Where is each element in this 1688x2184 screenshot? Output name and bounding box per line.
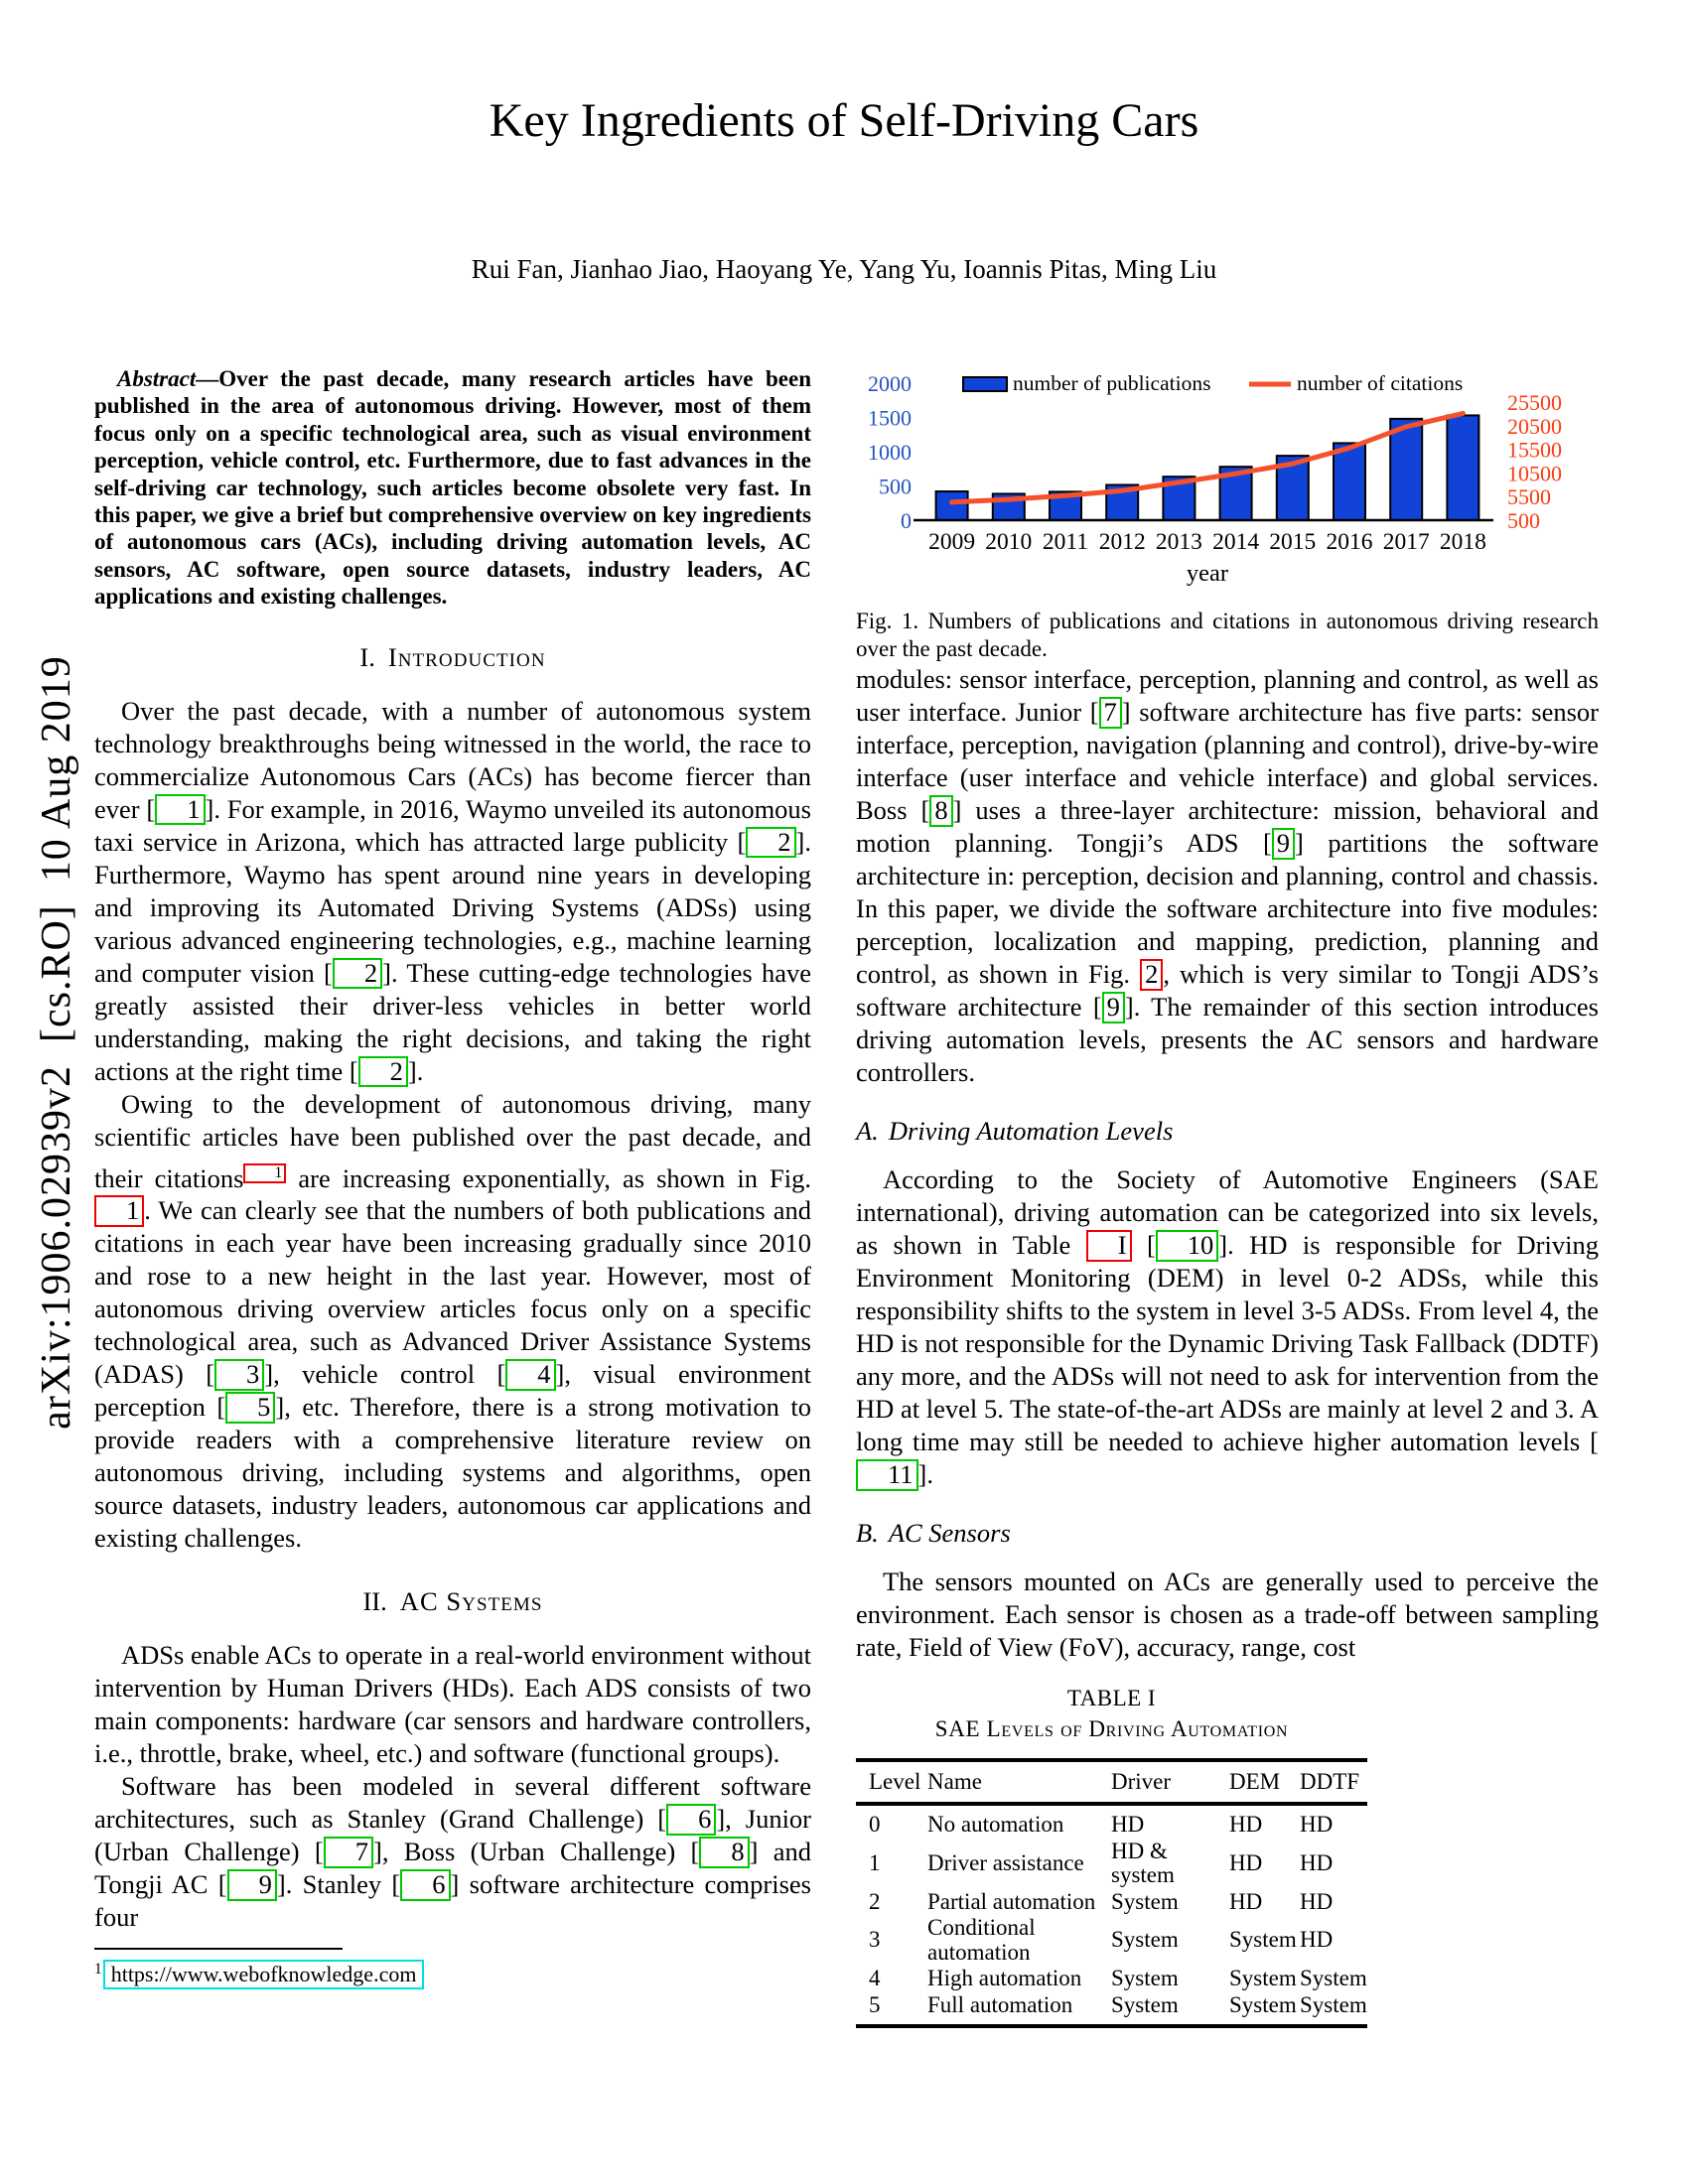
year-tick: 2017 xyxy=(1382,529,1430,555)
publications-bar-2018 xyxy=(1447,415,1478,520)
legend-publications-swatch xyxy=(963,377,1007,391)
left-axis-tick: 500 xyxy=(879,474,912,499)
citation-link-3[interactable]: 3 xyxy=(214,1359,264,1391)
subsection-heading-ac-sensors xyxy=(856,1518,1599,1549)
sae-levels-table xyxy=(856,1758,1367,2028)
citation-link-7[interactable]: 7 xyxy=(324,1837,373,1868)
citation-link-9[interactable]: 9 xyxy=(1272,828,1295,860)
section-title: AC Systems xyxy=(399,1586,543,1617)
right-axis-tick: 25500 xyxy=(1507,390,1562,415)
publications-bar-2017 xyxy=(1390,419,1422,520)
citation-link-4[interactable]: 4 xyxy=(505,1359,555,1391)
citation-link-6[interactable]: 6 xyxy=(400,1869,450,1901)
table1-row-5: 5 Full automation System System System xyxy=(869,1991,1367,2017)
table1-body xyxy=(856,1804,1367,2026)
section-number: II. xyxy=(362,1586,387,1617)
publications-bar-2016 xyxy=(1334,443,1365,520)
subsection-title: AC Sensors xyxy=(888,1518,1011,1548)
citation-link-11[interactable]: 11 xyxy=(856,1459,918,1491)
year-tick: 2016 xyxy=(1326,529,1373,555)
citation-link-9[interactable]: 9 xyxy=(227,1869,277,1901)
table1-row-0: 0 No automation HD HD HD xyxy=(869,1812,1334,1837)
right-axis-tick: 500 xyxy=(1507,508,1540,533)
table1-title: TABLE I xyxy=(1066,1686,1157,1710)
citations-line xyxy=(952,413,1464,502)
right-axis-tick: 5500 xyxy=(1507,484,1551,510)
intro-paragraph-2: Owing to the development of autonomous driving, many scientific articles have been published over the past decade, and their citations $^1$ are increasing exponentially, as shown in Fig. 1 . We can clearly see that the numbers of both publications and citations in each year have been increasing gradually since 2010 and rose to a new height in the last year. However, most of autonomous driving overview articles focus only on a specific technological area, such as Advanced Driver Assistance Systems (ADAS) [ 3 ], vehicle control [ 4 ], visual environment perception [ 5 ], etc. Therefore, there is a strong motivation to provide readers with a comprehensive literature review on autonomous driving, including systems and algorithms, open source datasets, industry leaders, autonomous car applications and existing challenges. xyxy=(94,1088,811,1554)
citation-link-2[interactable]: 2 xyxy=(746,827,795,859)
abstract-lead: Abstract xyxy=(117,366,197,391)
citation-link-2[interactable]: 2 xyxy=(333,958,382,990)
x-axis-label: year xyxy=(1186,560,1229,587)
section-heading-introduction xyxy=(94,642,811,673)
citation-link-10[interactable]: 10 xyxy=(1156,1230,1219,1262)
citation-link-6[interactable]: 6 xyxy=(666,1804,716,1836)
ac-systems-paragraph-2: Software has been modeled in several different software architectures, such as Stanley (Grand Challenge) [ 6 ], Junior (Urban Challenge) [ 7 ], Boss (Urban Challenge) [ 8 ] and Tongji AC [ 9 ]. Stanley [ 6 ] software architecture comprises four xyxy=(94,1771,812,1933)
table1-row-3: 3 Conditional automation System System HD xyxy=(869,1915,1334,1965)
fig1-chart xyxy=(856,369,1599,600)
subsection-title: Driving Automation Levels xyxy=(888,1116,1174,1146)
citation-link-1[interactable]: 1 xyxy=(155,794,205,826)
arxiv-stamp: arXiv:1906.02939v2 [cs.RO] 10 Aug 2019 xyxy=(34,655,79,1430)
table1-header-ddtf: DDTF xyxy=(1300,1760,1367,1804)
table1-block xyxy=(856,1686,1367,2028)
citation-link-8[interactable]: 8 xyxy=(699,1837,749,1868)
table1-row-1: 1 Driver assistance HD & system HD HD xyxy=(869,1838,1334,1887)
year-tick: 2012 xyxy=(1098,529,1146,555)
ac-sensors-paragraph: The sensors mounted on ACs are generally used to perceive the environment. Each sensor is chosen as a trade-off between sampling rate, Field of View (FoV), accuracy, range, cost xyxy=(856,1567,1599,1662)
footnote-rule xyxy=(94,1948,343,1950)
table1-row-4: 4 High automation System System System xyxy=(869,1966,1367,1990)
ac-systems-paragraph-1: ADSs enable ACs to operate in a real-world environment without intervention by Human Drivers (HDs). Each ADS consists of two main components: hardware (car sensors and hardware controllers, i.e., throttle, brake, wheel, etc.) and software (functional groups). xyxy=(94,1640,811,1769)
table1-header-row xyxy=(856,1760,1367,1804)
citation-link-8[interactable]: 8 xyxy=(929,795,952,827)
year-tick: 2013 xyxy=(1155,529,1202,555)
left-axis-tick: 1500 xyxy=(868,405,912,431)
right-column xyxy=(856,369,1599,2028)
citation-link-7[interactable]: 7 xyxy=(1099,697,1122,729)
table1-header-name: Name xyxy=(927,1760,1111,1804)
abstract-text: —Over the past decade, many research articles have been published in the area of autonomous driving. However, most of them focus only on a specific technological area, such as visual environment perception, vehicle control, etc. Furthermore, due to fast advances in the self-driving car technology, such articles become obsolete very fast. In this paper, we give a brief but comprehensive overview on key ingredients of autonomous cars (ACs), including driving automation levels, AC sensors, AC software, open source datasets, industry leaders, AC applications and existing challenges. xyxy=(94,366,811,610)
intro-paragraph-1: Over the past decade, with a number of autonomous system technology breakthroughs being witnessed in the world, the race to commercialize Autonomous Cars (ACs) has become fiercer than ever [ 1 ]. For example, in 2016, Waymo unveiled its autonomous taxi service in Arizona, which has attracted large publicity [ 2 ]. Furthermore, Waymo has spent around nine years in developing and improving its Automated Driving Systems (ADSs) using various advanced engineering technologies, e.g., machine learning and computer vision [ 2 ]. These cutting-edge technologies have greatly assisted their driver-less vehicles in better world understanding, making the right decisions, and taking the right actions at the right time [ 2 ]. xyxy=(94,695,811,1086)
paper-authors: Rui Fan, Jianhao Jiao, Haoyang Ye, Yang Yu, Ioannis Pitas, Ming Liu xyxy=(471,254,1217,284)
fig1-caption: Fig. 1. Numbers of publications and citations in autonomous driving research over the past decade. xyxy=(856,609,1599,661)
footnote-marker: 1 xyxy=(94,1961,102,1979)
footnote-ref-link[interactable]: 1 xyxy=(243,1163,286,1184)
citation-link-2[interactable]: 2 xyxy=(358,1056,408,1088)
left-axis-tick: 1000 xyxy=(868,440,912,465)
internal-ref-link-2[interactable]: 2 xyxy=(1140,959,1163,991)
section-heading-ac-systems xyxy=(94,1586,811,1617)
year-tick: 2009 xyxy=(928,529,976,555)
left-column xyxy=(94,365,811,1989)
software-architecture-paragraph: modules: sensor interface, perception, planning and control, as well as user interface. Junior [ 7 ] software architecture has five parts: sensor interface, perception, navigation (planning and control), drive-by-wire interface (user interface and vehicle interface) and global services. Boss [ 8 ] uses a three-layer architecture: mission, behavioral and motion planning. Tongji’s ADS [ 9 ] partitions the software architecture in: perception, decision and planning, control and chassis. In this paper, we divide the software architecture into five modules: perception, localization and mapping, prediction, planning and control, as shown in Fig. 2 , which is very similar to Tongji ADS’s software architecture [ 9 ]. The remainder of this section introduces driving automation levels, presents the AC sensors and hardware controllers. xyxy=(856,664,1599,1087)
year-tick: 2018 xyxy=(1439,529,1486,555)
table1-header-driver: Driver xyxy=(1111,1760,1229,1804)
paper-title: Key Ingredients of Self-Driving Cars xyxy=(489,94,1199,147)
subsection-heading-driving-automation-levels xyxy=(856,1116,1599,1147)
year-tick: 2015 xyxy=(1269,529,1317,555)
section-title: Introduction xyxy=(387,641,546,672)
year-tick: 2010 xyxy=(985,529,1033,555)
citation-link-9[interactable]: 9 xyxy=(1102,992,1125,1024)
abstract xyxy=(94,365,811,611)
table1-header-dem: DEM xyxy=(1229,1760,1300,1804)
right-axis-tick: 10500 xyxy=(1507,461,1562,486)
year-tick: 2011 xyxy=(1042,529,1089,555)
publications-bar-2009 xyxy=(936,491,968,520)
legend-citations-label: number of citations xyxy=(1297,371,1464,395)
footnote xyxy=(94,1948,811,1988)
right-axis-tick: 20500 xyxy=(1507,413,1562,439)
subsection-number: A. xyxy=(856,1116,879,1146)
table1-subtitle: SAE Levels of Driving Automation xyxy=(934,1716,1289,1741)
right-axis-tick: 15500 xyxy=(1507,437,1562,463)
left-axis-tick: 2000 xyxy=(868,371,912,396)
internal-ref-link-I[interactable]: I xyxy=(1086,1230,1132,1262)
table1-row-2: 2 Partial automation System HD HD xyxy=(869,1888,1334,1914)
section-number: I. xyxy=(359,641,375,672)
year-tick: 2014 xyxy=(1212,529,1260,555)
citation-link-5[interactable]: 5 xyxy=(225,1392,275,1424)
footnote-url-link[interactable]: https://www.webofknowledge.com xyxy=(103,1960,425,1988)
table1-header-level: Level xyxy=(856,1760,927,1804)
legend-publications-label: number of publications xyxy=(1013,371,1211,395)
left-axis-tick: 0 xyxy=(901,508,912,533)
internal-ref-link-1[interactable]: 1 xyxy=(94,1195,144,1227)
subsection-number: B. xyxy=(856,1518,879,1548)
driving-automation-paragraph: According to the Society of Automotive Engineers (SAE international), driving automation can be categorized into six levels, as shown in Table I [ 10 ]. HD is responsible for Driving Environment Monitoring (DEM) in level 0-2 ADSs, while this responsibility shifts to the system in level 3-5 ADSs. From level 4, the HD is not responsible for the Dynamic Driving Task Fallback (DDTF) any more, and the ADSs will not need to ask for intervention from the HD at level 5. The state-of-the-art ADSs are mainly at level 2 and 3. A long time may still be needed to achieve higher automation levels [11 ]. xyxy=(856,1164,1599,1489)
